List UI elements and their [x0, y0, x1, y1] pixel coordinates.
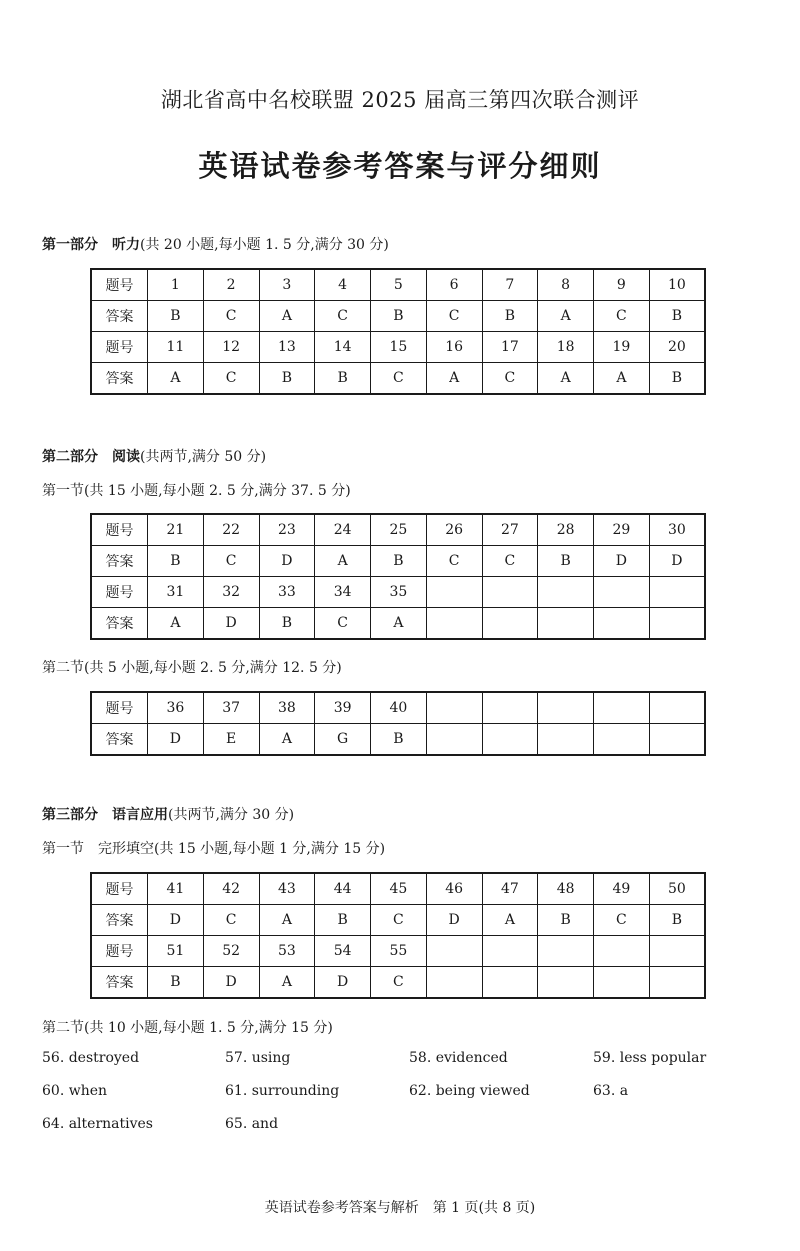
table-cell: 32	[203, 577, 259, 608]
table-row	[91, 608, 705, 640]
fill-answer: 65. and	[225, 1116, 279, 1132]
table-cell: 39	[315, 692, 371, 724]
table-cell: D	[259, 546, 315, 577]
table-cell: A	[259, 724, 315, 756]
part1-answer-table	[90, 268, 706, 395]
table-cell	[594, 724, 650, 756]
table-cell: D	[594, 546, 650, 577]
table-cell: 13	[259, 332, 315, 363]
part2-section1-answer-table	[90, 513, 706, 640]
table-cell: B	[148, 301, 204, 332]
table-cell	[538, 724, 594, 756]
table-cell	[426, 724, 482, 756]
table-cell: 53	[259, 936, 315, 967]
part2-detail: (共两节,满分 50 分)	[140, 449, 267, 465]
fill-answer: 59. less popular	[593, 1050, 707, 1066]
table-cell: G	[315, 724, 371, 756]
table-cell: D	[426, 905, 482, 936]
table-cell: A	[594, 363, 650, 395]
part2-section1-heading: 第一节(共 15 小题,每小题 2. 5 分,满分 37. 5 分)	[42, 483, 351, 499]
table-cell: 52	[203, 936, 259, 967]
table-cell: C	[371, 905, 427, 936]
row-label: 答案	[91, 301, 148, 332]
row-label: 答案	[91, 608, 148, 640]
table-cell	[649, 577, 705, 608]
table-cell	[594, 577, 650, 608]
table-cell: 1	[148, 269, 204, 301]
part3-section1-answer-table	[90, 872, 706, 999]
table-cell	[594, 936, 650, 967]
part2-name: 阅读	[112, 449, 140, 465]
table-cell: C	[594, 905, 650, 936]
table-row	[91, 514, 705, 546]
table-cell	[649, 967, 705, 999]
table-cell: C	[482, 363, 538, 395]
table-cell	[426, 577, 482, 608]
table-cell: 36	[148, 692, 204, 724]
table-cell: 21	[148, 514, 204, 546]
exam-subtitle: 湖北省高中名校联盟 2025 届高三第四次联合测评	[160, 88, 640, 112]
table-row	[91, 301, 705, 332]
page-footer: 英语试卷参考答案与解析 第 1 页(共 8 页)	[264, 1200, 536, 1216]
table-cell	[482, 692, 538, 724]
table-cell	[482, 577, 538, 608]
table-cell: 29	[594, 514, 650, 546]
table-row	[91, 692, 705, 724]
table-cell: 35	[371, 577, 427, 608]
table-cell: A	[371, 608, 427, 640]
table-cell: A	[259, 301, 315, 332]
table-cell: 43	[259, 873, 315, 905]
table-cell	[649, 724, 705, 756]
table-cell	[594, 967, 650, 999]
row-label: 题号	[91, 269, 148, 301]
table-cell: 18	[538, 332, 594, 363]
table-cell: 15	[371, 332, 427, 363]
table-cell: 54	[315, 936, 371, 967]
table-cell	[482, 936, 538, 967]
table-cell: 6	[426, 269, 482, 301]
table-cell: 20	[649, 332, 705, 363]
table-cell: 17	[482, 332, 538, 363]
fill-answer: 58. evidenced	[409, 1050, 508, 1066]
table-row	[91, 905, 705, 936]
fill-answer: 62. being viewed	[409, 1083, 530, 1099]
table-cell: 5	[371, 269, 427, 301]
table-cell: 27	[482, 514, 538, 546]
table-cell: A	[538, 363, 594, 395]
part2-heading	[42, 446, 266, 466]
table-row	[91, 332, 705, 363]
table-cell: 48	[538, 873, 594, 905]
table-cell: B	[482, 301, 538, 332]
table-cell: B	[649, 905, 705, 936]
page-title: 英语试卷参考答案与评分细则	[198, 149, 602, 183]
part2-label: 第二部分	[42, 449, 98, 465]
table-cell: 3	[259, 269, 315, 301]
table-cell	[649, 608, 705, 640]
table-cell	[649, 692, 705, 724]
table-cell: B	[259, 363, 315, 395]
table-cell	[426, 967, 482, 999]
table-cell: B	[649, 363, 705, 395]
table-cell: 49	[594, 873, 650, 905]
part1-name: 听力	[112, 237, 140, 253]
table-cell: B	[371, 301, 427, 332]
table-row	[91, 873, 705, 905]
table-cell: 2	[203, 269, 259, 301]
table-cell: A	[148, 608, 204, 640]
row-label: 题号	[91, 577, 148, 608]
table-cell: C	[594, 301, 650, 332]
table-cell: 10	[649, 269, 705, 301]
table-cell: 9	[594, 269, 650, 301]
table-cell: B	[538, 905, 594, 936]
table-cell: 37	[203, 692, 259, 724]
fill-answer: 61. surrounding	[225, 1083, 340, 1099]
table-cell: B	[148, 967, 204, 999]
table-cell: 25	[371, 514, 427, 546]
table-cell	[482, 967, 538, 999]
table-cell: 50	[649, 873, 705, 905]
table-cell: B	[315, 905, 371, 936]
table-cell: C	[315, 301, 371, 332]
table-cell: 24	[315, 514, 371, 546]
table-cell: 55	[371, 936, 427, 967]
table-cell: 46	[426, 873, 482, 905]
row-label: 答案	[91, 905, 148, 936]
table-cell: 42	[203, 873, 259, 905]
table-cell: 44	[315, 873, 371, 905]
table-cell: 31	[148, 577, 204, 608]
table-cell: 26	[426, 514, 482, 546]
table-cell	[538, 608, 594, 640]
table-cell: 51	[148, 936, 204, 967]
table-cell: B	[649, 301, 705, 332]
table-row	[91, 363, 705, 395]
row-label: 答案	[91, 967, 148, 999]
table-cell: B	[371, 724, 427, 756]
fill-answer: 63. a	[593, 1083, 629, 1099]
table-cell: 11	[148, 332, 204, 363]
row-label: 答案	[91, 546, 148, 577]
table-cell: D	[203, 608, 259, 640]
row-label: 题号	[91, 692, 148, 724]
table-cell: A	[538, 301, 594, 332]
table-cell: D	[315, 967, 371, 999]
table-cell: C	[203, 905, 259, 936]
table-cell	[426, 692, 482, 724]
table-row	[91, 577, 705, 608]
part3-name: 语言应用	[112, 807, 168, 823]
table-cell: C	[426, 301, 482, 332]
table-cell: D	[203, 967, 259, 999]
table-cell: C	[203, 546, 259, 577]
part3-section1-heading: 第一节 完形填空(共 15 小题,每小题 1 分,满分 15 分)	[42, 841, 386, 857]
table-row	[91, 967, 705, 999]
table-cell: 22	[203, 514, 259, 546]
fill-answer: 64. alternatives	[42, 1116, 153, 1132]
table-cell: B	[315, 363, 371, 395]
table-cell: A	[259, 905, 315, 936]
table-cell	[538, 967, 594, 999]
table-cell: 12	[203, 332, 259, 363]
table-row	[91, 936, 705, 967]
table-cell: E	[203, 724, 259, 756]
table-cell: 7	[482, 269, 538, 301]
table-cell: C	[203, 301, 259, 332]
table-row	[91, 546, 705, 577]
row-label: 答案	[91, 724, 148, 756]
part1-heading	[42, 234, 389, 254]
table-cell: C	[371, 967, 427, 999]
table-cell: A	[259, 967, 315, 999]
table-cell	[426, 608, 482, 640]
table-cell: A	[426, 363, 482, 395]
row-label: 题号	[91, 514, 148, 546]
table-cell: C	[203, 363, 259, 395]
part2-section2-answer-table	[90, 691, 706, 756]
row-label: 题号	[91, 873, 148, 905]
row-label: 题号	[91, 936, 148, 967]
table-cell	[426, 936, 482, 967]
fill-answer: 60. when	[42, 1083, 108, 1099]
table-cell: D	[148, 724, 204, 756]
table-cell: 16	[426, 332, 482, 363]
fill-answer: 56. destroyed	[42, 1050, 140, 1066]
table-cell	[538, 936, 594, 967]
table-cell	[594, 692, 650, 724]
table-cell: D	[649, 546, 705, 577]
table-cell	[482, 724, 538, 756]
row-label: 题号	[91, 332, 148, 363]
part3-section2-heading: 第二节(共 10 小题,每小题 1. 5 分,满分 15 分)	[42, 1020, 333, 1036]
table-cell	[594, 608, 650, 640]
table-cell: 34	[315, 577, 371, 608]
table-cell: 45	[371, 873, 427, 905]
table-cell: 28	[538, 514, 594, 546]
table-cell: A	[148, 363, 204, 395]
table-cell: 47	[482, 873, 538, 905]
table-cell: 30	[649, 514, 705, 546]
fill-answer: 57. using	[225, 1050, 291, 1066]
table-cell: 14	[315, 332, 371, 363]
table-cell: C	[426, 546, 482, 577]
table-cell: C	[482, 546, 538, 577]
table-cell: B	[371, 546, 427, 577]
table-cell: B	[538, 546, 594, 577]
table-row	[91, 724, 705, 756]
table-cell: C	[371, 363, 427, 395]
table-cell: 41	[148, 873, 204, 905]
table-cell: 23	[259, 514, 315, 546]
table-cell: 33	[259, 577, 315, 608]
table-cell: 38	[259, 692, 315, 724]
table-cell: 19	[594, 332, 650, 363]
table-cell: B	[148, 546, 204, 577]
part2-section2-heading: 第二节(共 5 小题,每小题 2. 5 分,满分 12. 5 分)	[42, 660, 342, 676]
table-cell: A	[482, 905, 538, 936]
part3-heading	[42, 804, 294, 824]
table-cell	[649, 936, 705, 967]
row-label: 答案	[91, 363, 148, 395]
table-cell	[482, 608, 538, 640]
table-cell: 40	[371, 692, 427, 724]
part1-detail: (共 20 小题,每小题 1. 5 分,满分 30 分)	[140, 237, 389, 253]
table-cell	[538, 692, 594, 724]
table-row	[91, 269, 705, 301]
table-cell: D	[148, 905, 204, 936]
part1-label: 第一部分	[42, 237, 98, 253]
table-cell: C	[315, 608, 371, 640]
table-cell: A	[315, 546, 371, 577]
table-cell: 8	[538, 269, 594, 301]
table-cell: B	[259, 608, 315, 640]
part3-detail: (共两节,满分 30 分)	[168, 807, 295, 823]
table-cell: 4	[315, 269, 371, 301]
part3-label: 第三部分	[42, 807, 98, 823]
table-cell	[538, 577, 594, 608]
